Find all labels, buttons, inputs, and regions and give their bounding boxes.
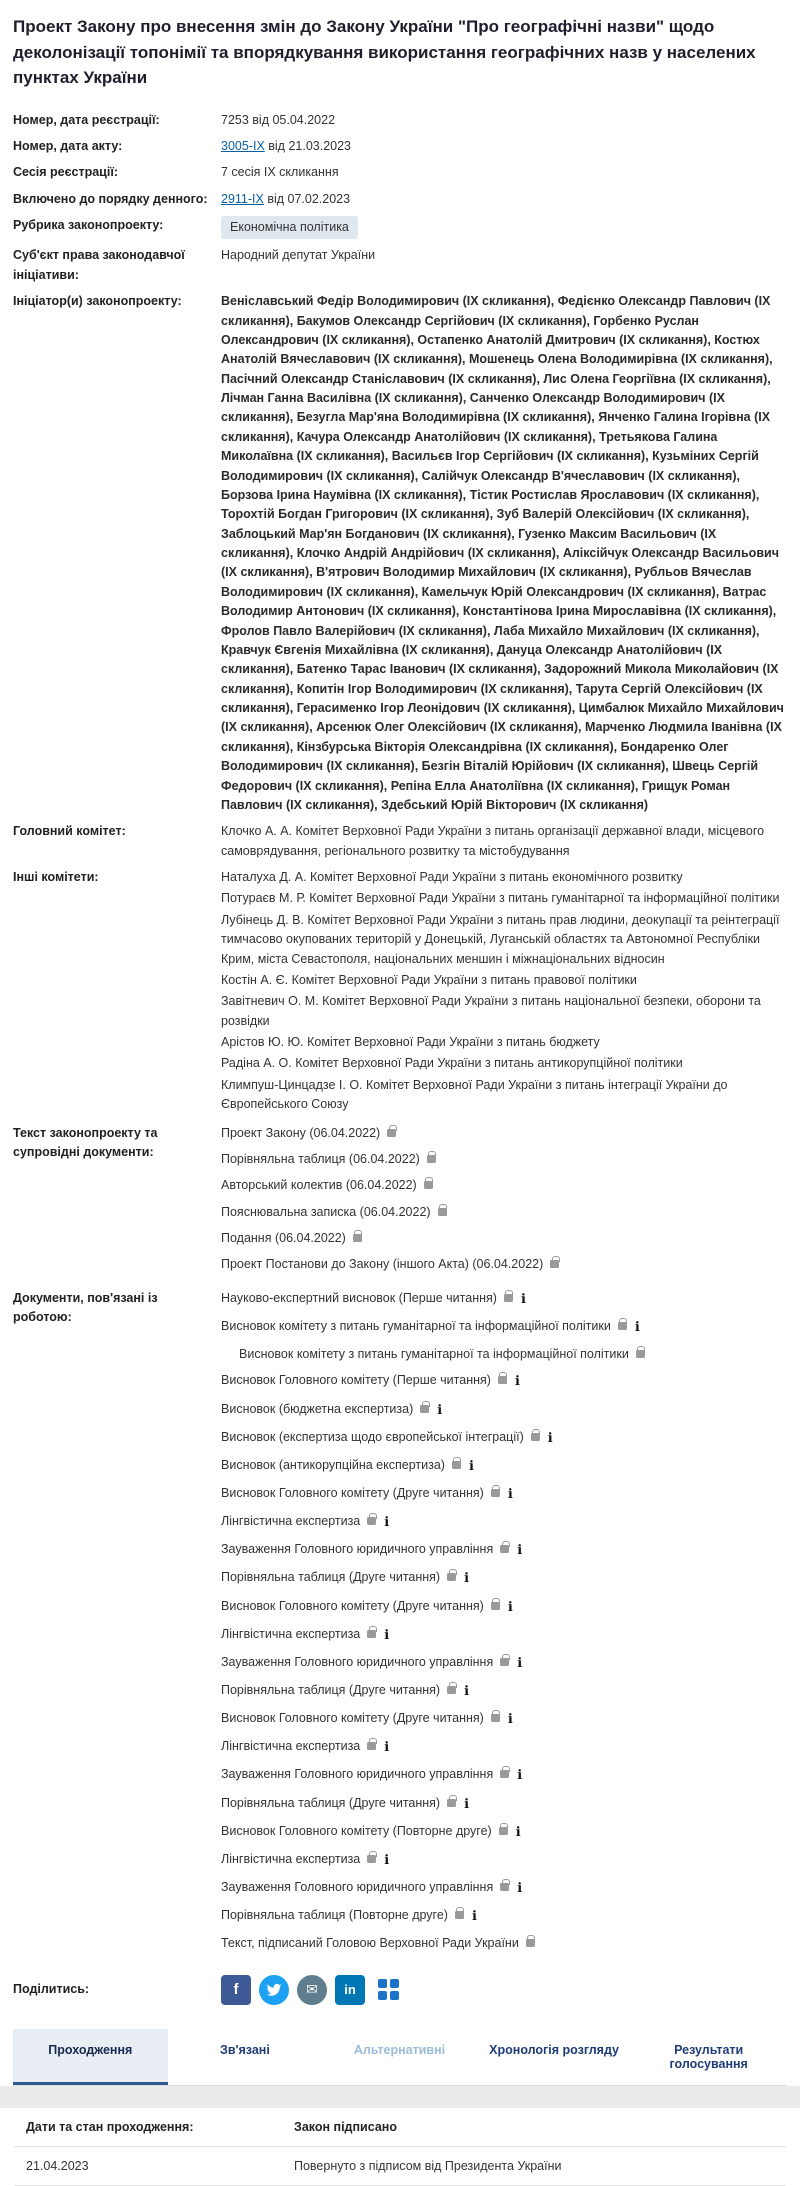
bill-documents-list [221,1124,786,1282]
document-link[interactable]: Порівняльна таблиця (Повторне друге) [221,1908,448,1923]
lock-icon [452,1461,461,1469]
lock-icon [491,1489,500,1497]
document-row [221,1625,786,1646]
lock-icon [491,1714,500,1722]
document-row [221,1400,786,1421]
info-icon[interactable] [517,1541,522,1561]
document-row [221,1737,786,1758]
document-row [221,1456,786,1477]
info-icon[interactable] [437,1401,442,1421]
field-row-main-committee [13,822,786,861]
lock-icon [367,1855,376,1863]
document-row [221,1934,786,1953]
document-link[interactable]: Висновок комітету з питань гуманітарної та інформаційної політики [221,1318,611,1333]
field-row-bill-documents [13,1124,786,1282]
committee-line: Потураєв М. Р. Комітет Верховної Ради України з питань гуманітарної та інформаційної політики [221,891,780,906]
document-row [221,1371,786,1392]
lock-icon [447,1799,456,1807]
share-label: Поділитись: [13,1981,90,1996]
tab[interactable] [631,2029,786,2085]
progress-date: 21.04.2023 [26,2158,89,2173]
committee-line: Радіна А. О. Комітет Верховної Ради України з питань антикорупційної політики [221,1056,683,1071]
lock-icon [367,1517,376,1525]
field-value: 7253 від 05.04.2022 [221,112,336,127]
committee-line: Завітневич О. М. Комітет Верховної Ради України з питань національної безпеки, оборони та розвідки [221,994,761,1028]
tab-label: Хронологія розгляду [489,2042,619,2057]
document-row [221,1597,786,1618]
document-link[interactable]: Лінгвістична експертиза [221,1626,361,1641]
document-row [221,1124,786,1143]
document-row [221,1203,786,1222]
document-row [221,1289,786,1310]
lock-icon [500,1658,509,1666]
lock-icon [500,1545,509,1553]
field-label: Текст законопроекту та супровідні документи: [13,1125,158,1159]
field-row-session [13,163,786,182]
lock-icon [424,1181,433,1189]
info-icon[interactable] [464,1682,469,1702]
document-link[interactable]: Зауваження Головного юридичного управління [221,1654,494,1669]
document-row [221,1512,786,1533]
lock-icon [498,1376,507,1384]
document-link[interactable]: Проект Постанови до Закону (іншого Акта) (06.04.2022) [221,1257,544,1272]
document-link[interactable]: Пояснювальна записка (06.04.2022) [221,1204,431,1219]
document-link[interactable]: Висновок Головного комітету (Повторне друге) [221,1823,492,1838]
progress-row [14,2147,786,2186]
document-link[interactable]: Висновок (експертиза щодо європейської інтеграції) [221,1429,524,1444]
field-label: Документи, пов'язані із роботою: [13,1290,158,1325]
progress-header-status: Закон підписано [294,2119,397,2134]
document-link[interactable]: Висновок Головного комітету (Друге читання) [221,1598,484,1613]
document-row [221,1176,786,1195]
grid-glyph [378,1979,399,2000]
document-link[interactable]: Порівняльна таблиця (Друге читання) [221,1795,441,1810]
info-icon[interactable] [384,1851,389,1871]
agenda-date-text: від 07.02.2023 [263,191,351,206]
document-link[interactable]: Лінгвістична експертиза [221,1851,361,1866]
field-label: Номер, дата реєстрації: [13,112,160,127]
field-row-agenda [13,190,786,209]
document-link[interactable]: Висновок комітету з питань гуманітарної та інформаційної політики [239,1347,629,1362]
field-value: Народний депутат України [221,248,376,263]
document-link[interactable]: Науково-експертний висновок (Перше читання) [221,1290,497,1305]
info-icon[interactable] [517,1654,522,1674]
committee-line: Наталуха Д. А. Комітет Верховної Ради України з питань економічного розвитку [221,870,683,884]
lock-icon [353,1234,362,1242]
info-icon[interactable] [508,1598,513,1618]
info-icon[interactable] [384,1738,389,1758]
document-row [221,1653,786,1674]
document-row [221,1317,786,1338]
info-icon[interactable] [516,1823,521,1843]
info-icon[interactable] [635,1318,640,1338]
committee-line: Лубінець Д. В. Комітет Верховної Ради України з питань прав людини, деокупації та реінтеграції тимчасово окупованих територій у Донецькій, Луганській областях та Автономної Республіки Крим, міста Севастополя, національних меншин і міжнаціональних відносин [221,912,780,966]
info-icon[interactable] [517,1879,522,1899]
lock-icon [367,1630,376,1638]
document-row [221,1428,786,1449]
progress-header-label: Дати та стан проходження: [26,2119,194,2134]
document-link[interactable]: Проект Закону (06.04.2022) [221,1125,381,1140]
info-icon[interactable] [384,1513,389,1533]
tab[interactable] [322,2029,477,2085]
lock-icon [387,1129,396,1137]
document-row [221,1681,786,1702]
document-link[interactable]: Висновок (антикорупційна експертиза) [221,1457,445,1472]
lock-icon [447,1686,456,1694]
tab-bar [13,2029,786,2086]
field-row-rubric [13,216,786,239]
page-title: Проект Закону про внесення змін до Закону України "Про географічні назви" щодо деколонізації топонімії та впорядкування використання географічних назв у населених пунктах України [13,17,756,87]
tab-label: Проходження [48,2042,133,2057]
lock-icon [526,1939,535,1947]
lock-icon [438,1208,447,1216]
document-link[interactable]: Подання (06.04.2022) [221,1231,346,1245]
field-row-subject [13,246,786,285]
tab-label: Зв'язані [219,2042,270,2057]
initiators-list: Веніславський Федір Володимирович (ІХ скликання), Федієнко Олександр Павлович (ІХ скликання), Бакумов Олександр Сергійович (ІХ скликання), Горбенко Руслан Олександрович (ІХ скликання), Остапенко Анатолій Дмитрович (ІХ скликання), Костюх Анатолій Вячеславович (ІХ скликання), Мошенець Олена Володимирівна (ІХ скликання), Пасічний Олександр Станіславович (ІХ скликання), Лис Олена Георгіївна (ІХ скликання), Лічман Ганна Василівна (ІХ скликання), Санченко Олександр Володимирович (ІХ скликання), Безугла Мар'яна Володимирівна (ІХ скликання), Янченко Галина Ігорівна (ІХ скликання), Качура Олександр Анатолійович (ІХ скликання), Третьякова Галина Миколаївна (ІХ скликання), Васильєв Ігор Сергійович (ІХ скликання), Кузьміних Сергій Володимирович (ІХ скликання), Салійчук Олександр В'ячеславович (ІХ скликання), Борзова Ірина Наумівна (ІХ скликання), Тістик Ростислав Ярославович (ІХ скликання), Торохтій Богдан Григорович (ІХ скликання), Зуб Валерій Олексійович (ІХ скликання), Заблоцький Мар'ян Богданович (ІХ скликання), Гузенко Максим Васильович (ІХ скликання), Клочко Андрій Андрійович (ІХ скликання), Аліксійчук Олександр Васильович (ІХ скликання), В'ятрович Володимир Михайлович (ІХ скликання), Рубльов Вячеслав Володимирович (ІХ скликання), Камельчук Юрій Олександрович (ІХ скликання), Ватрас Володимир Антонович (ІХ скликання), Константінова Ірина Мирославівна (ІХ скликання), Фролов Павло Валерійович (ІХ скликання), Лаба Михайло Михайлович (ІХ скликання), Кравчук Євгенія Михайлівна (ІХ скликання), Дануца Олександр Анатолійович (ІХ скликання), Батенко Тарас Іванович (ІХ скликання), Задорожний Микола Миколайович (ІХ скликання), Копитін Ігор Володимирович (ІХ скликання), Тарута Сергій Олексійович (ІХ скликання), Герасименко Ігор Леонідович (ІХ скликання), Цимбалюк Михайло Михайлович (ІХ скликання), Арсенюк Олег Олексійович (ІХ скликання), Марченко Людмила Іванівна (ІХ скликання), Кінзбурська Вікторія Олександрівна (ІХ скликання), Бондаренко Олег Володимирович (ІХ скликання), Безгін Віталій Юрійович (ІХ скликання), Швець Сергій Федорович (ІХ скликання), Репіна Елла Анатоліївна (ІХ скликання), Грищук Роман Павлович (ІХ скликання), Здебський Юрій Вікторович (ІХ скликання) [221,294,784,812]
document-link[interactable]: Лінгвістична експертиза [221,1739,361,1754]
lock-icon [618,1322,627,1330]
lock-icon [447,1573,456,1581]
document-link[interactable]: Висновок Головного комітету (Перше читання) [221,1373,491,1388]
info-icon[interactable] [472,1907,477,1927]
field-row-registration [13,111,786,130]
document-link[interactable]: Зауваження Головного юридичного управління [221,1767,494,1782]
field-value [221,137,786,156]
email-share-icon[interactable]: ✉ [297,1975,327,2005]
field-label: Номер, дата акту: [13,138,123,153]
field-value [221,190,786,209]
document-link[interactable]: Порівняльна таблиця (06.04.2022) [221,1151,420,1166]
field-label: Ініціатор(и) законопроекту: [13,294,182,309]
field-row-act [13,137,786,156]
related-documents-list [221,1289,786,1961]
lock-icon [500,1883,509,1891]
document-row [221,1878,786,1899]
info-icon[interactable] [464,1569,469,1589]
committee-line: Арістов Ю. Ю. Комітет Верховної Ради України з питань бюджету [221,1035,600,1049]
tab[interactable] [168,2029,323,2085]
main-committee-value: Клочко А. А. Комітет Верховної Ради України з питань організації державної влади, місцевого самоврядування, регіонального розвитку та містобудування [221,824,765,858]
field-label: Рубрика законопроекту: [13,218,164,232]
document-row [221,1906,786,1927]
info-icon[interactable] [517,1766,522,1786]
twitter-share-icon[interactable] [259,1975,289,2005]
tab-label: Результати голосування [669,2042,748,2071]
share-row [13,1975,786,2005]
lock-icon [636,1350,645,1358]
lock-icon [491,1602,500,1610]
field-value [221,216,786,239]
info-icon[interactable] [521,1290,526,1310]
lock-icon [531,1433,540,1441]
document-link[interactable]: Висновок (бюджетна експертиза) [221,1401,414,1416]
lock-icon [427,1155,436,1163]
agenda-number-link[interactable]: 2911-IX [221,191,264,206]
progress-table-header [14,2108,786,2147]
document-row [221,1150,786,1169]
field-row-other-committees [13,868,786,1117]
document-link[interactable]: Зауваження Головного юридичного управління [221,1542,494,1557]
field-label: Інші комітети: [13,870,99,884]
committee-line: Климпуш-Цинцадзе І. О. Комітет Верховної Ради України з питань інтеграції України до Європейського Союзу [221,1077,728,1112]
tab[interactable] [13,2029,168,2085]
lock-icon [499,1827,508,1835]
info-icon[interactable] [384,1626,389,1646]
document-row [221,1568,786,1589]
document-row [221,1850,786,1871]
other-committees-list [221,868,786,1117]
field-label: Головний комітет: [13,824,126,839]
act-date-text: від 21.03.2023 [264,138,351,153]
progress-table-rows [14,2147,786,2186]
document-row [221,1709,786,1730]
lock-icon [504,1294,513,1302]
section-gap [0,2086,800,2108]
lock-icon [420,1405,429,1413]
document-link[interactable]: Зауваження Головного юридичного управління [221,1879,494,1894]
committee-line: Костін А. Є. Комітет Верховної Ради України з питань правової політики [221,972,637,987]
document-link[interactable]: Лінгвістична експертиза [221,1514,361,1529]
field-value: 7 сесія IX скликання [221,165,339,180]
field-label: Суб'єкт права законодавчої ініціативи: [13,248,185,282]
rubric-tag[interactable]: Економічна політика [221,216,358,239]
field-row-initiators [13,292,786,815]
info-icon[interactable] [548,1429,553,1449]
document-link[interactable]: Висновок Головного комітету (Друге читання) [221,1711,484,1726]
field-label: Включено до порядку денного: [13,191,208,206]
document-link[interactable]: Порівняльна таблиця (Друге читання) [221,1570,441,1585]
document-row [221,1229,786,1248]
document-row [221,1484,786,1505]
lock-icon [550,1260,559,1268]
progress-section [0,2108,800,2186]
info-icon[interactable] [508,1485,513,1505]
document-link[interactable]: Авторський колектив (06.04.2022) [221,1178,417,1193]
info-icon[interactable] [469,1457,474,1477]
info-icon[interactable] [515,1372,520,1392]
tab-label: Альтернативні [353,2042,446,2057]
act-number-link[interactable]: 3005-IX [221,138,265,153]
progress-status: Повернуто з підписом від Президента України [294,2158,562,2173]
apps-share-icon[interactable] [373,1975,403,2005]
document-link[interactable]: Висновок Головного комітету (Друге читання) [221,1485,484,1500]
info-icon[interactable] [464,1795,469,1815]
document-row [239,1345,786,1364]
document-row [221,1822,786,1843]
document-link[interactable]: Текст, підписаний Головою Верховної Ради України [221,1936,519,1951]
lock-icon [500,1770,509,1778]
document-row [221,1255,786,1274]
document-row [221,1765,786,1786]
field-label: Сесія реєстрації: [13,165,118,180]
lock-icon [455,1911,464,1919]
linkedin-share-icon[interactable]: in [335,1975,365,2005]
document-link[interactable]: Порівняльна таблиця (Друге читання) [221,1682,441,1697]
lock-icon [367,1742,376,1750]
field-row-related-documents [13,1289,786,1961]
facebook-share-icon[interactable]: f [221,1975,251,2005]
document-row [221,1794,786,1815]
share-icons [221,1975,786,2005]
tab[interactable] [477,2029,632,2085]
document-row [221,1540,786,1561]
info-icon[interactable] [508,1710,513,1730]
